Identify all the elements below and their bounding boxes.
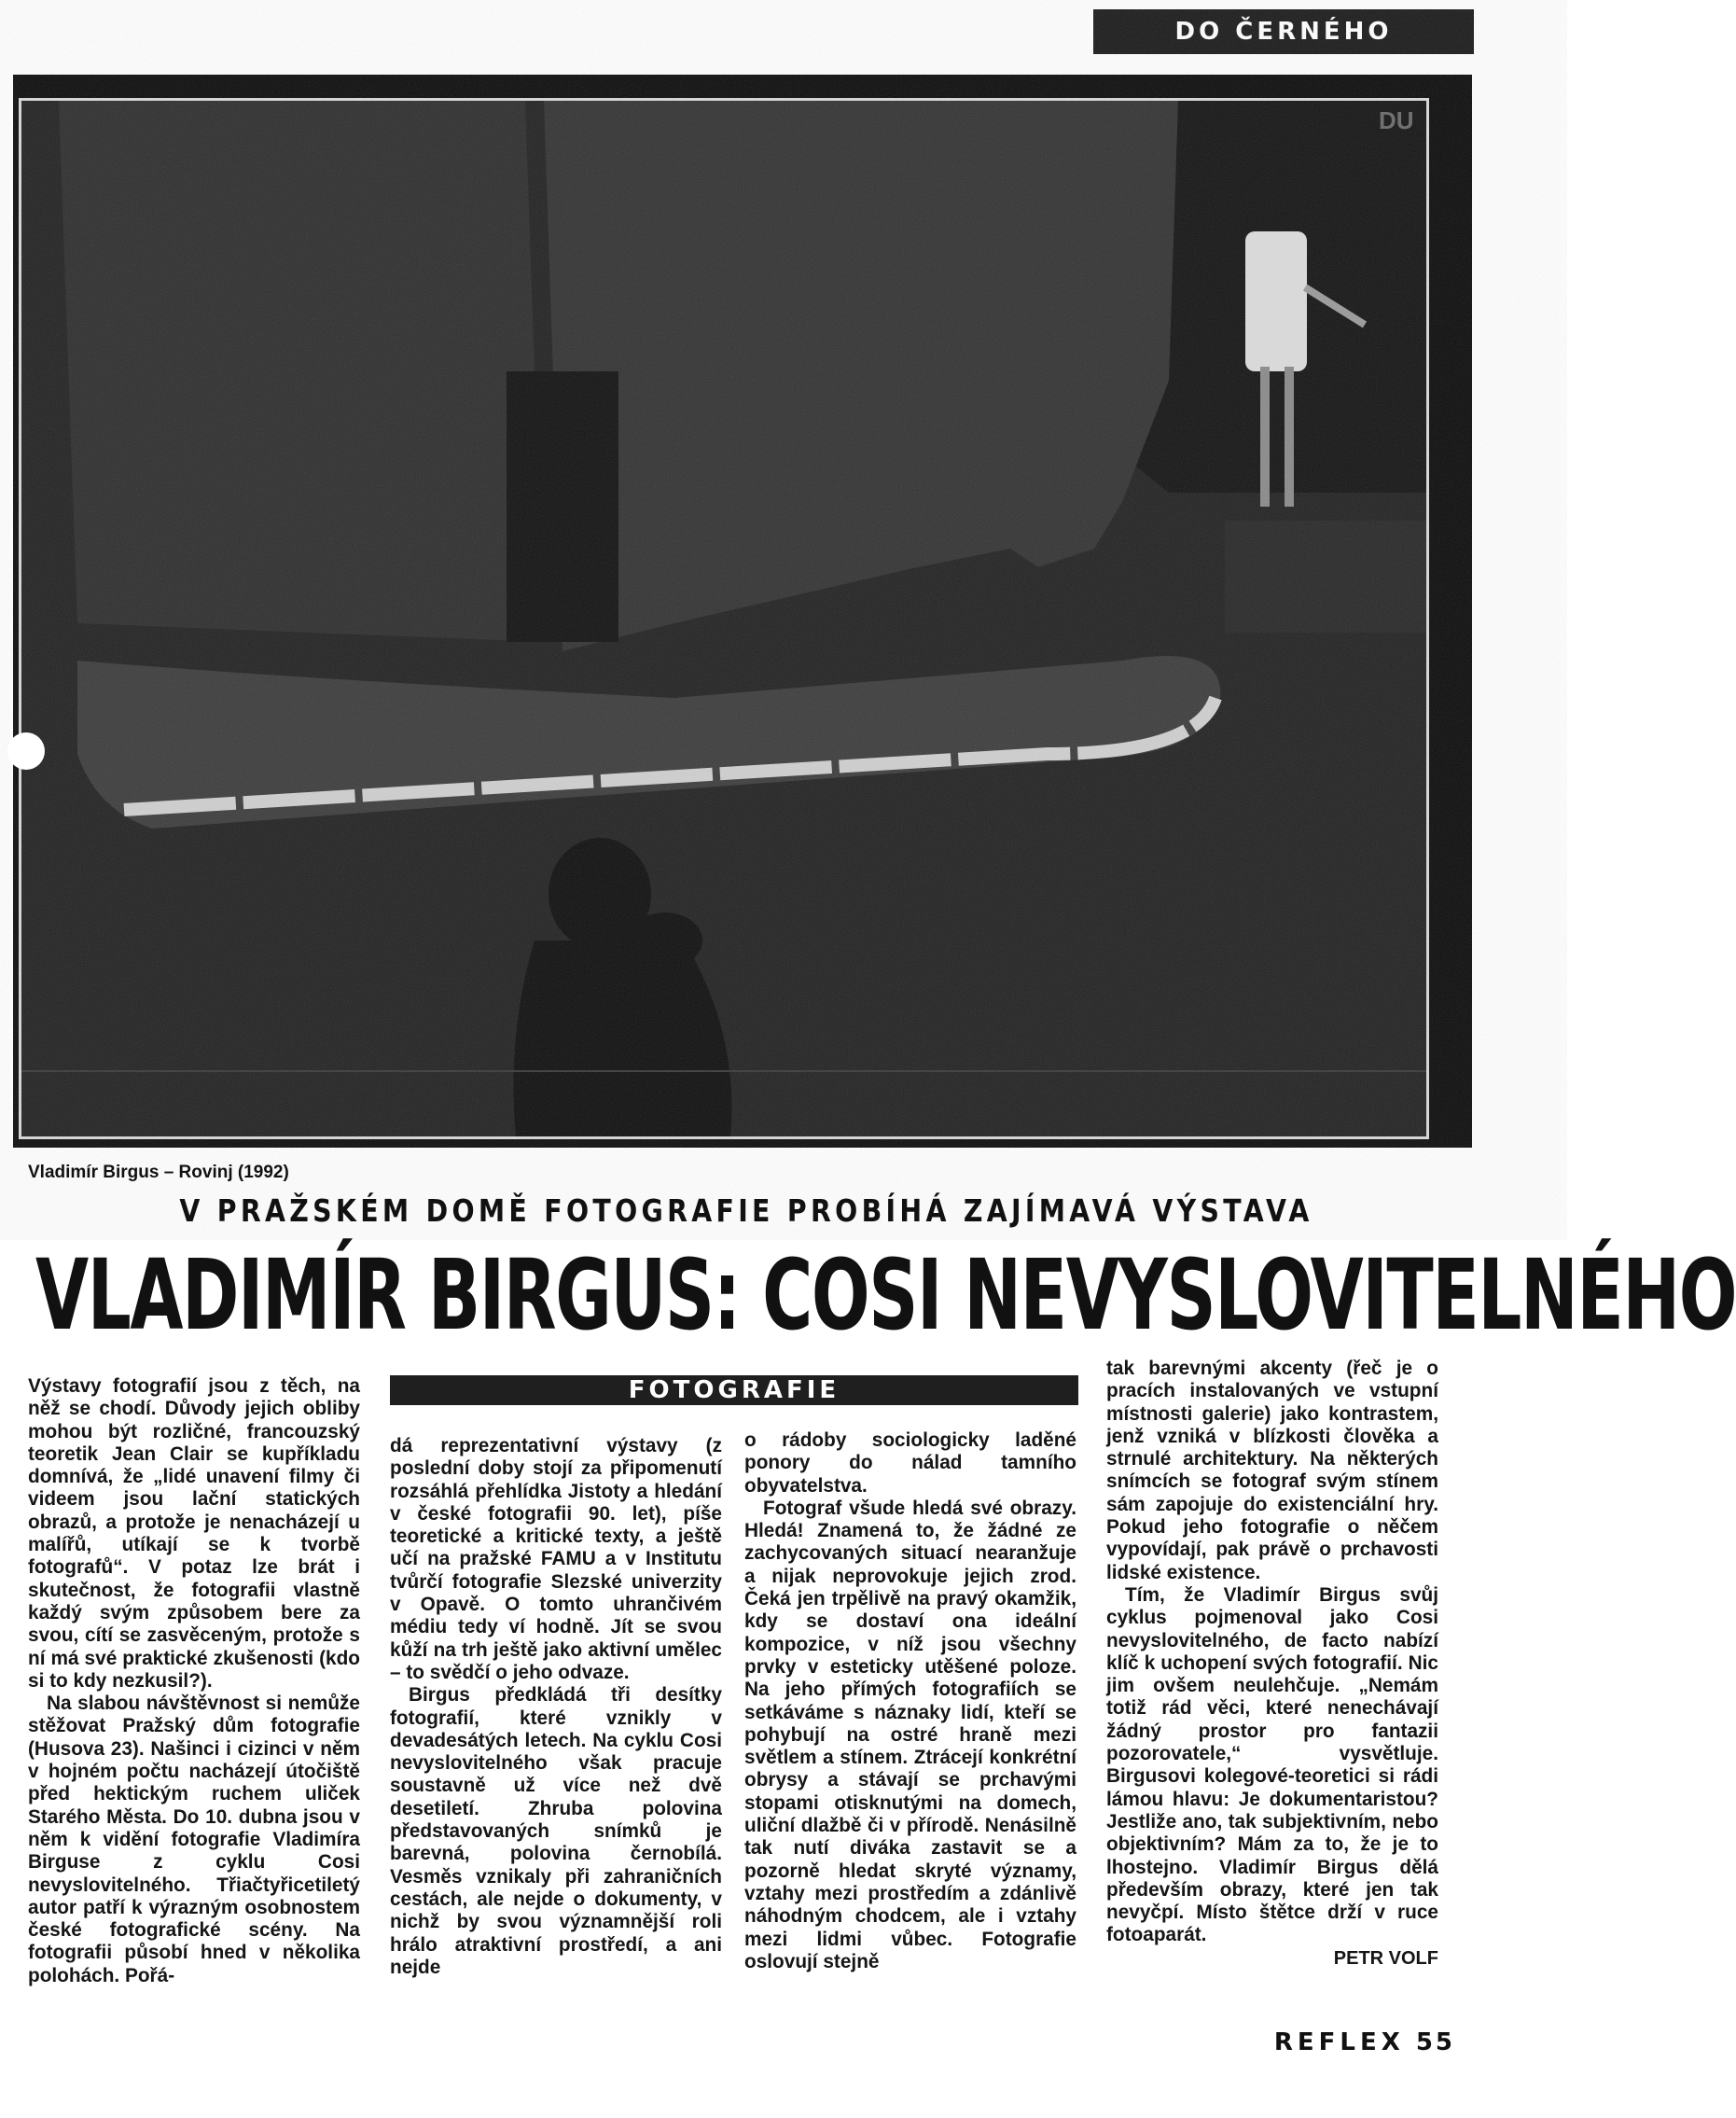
article-photo	[19, 98, 1429, 1139]
photo-scene	[21, 101, 1426, 1136]
kicker: V PRAŽSKÉM DOMĚ FOTOGRAFIE PROBÍHÁ ZAJÍMAVÁ VÝSTAVA	[179, 1192, 1313, 1229]
author-signature: PETR VOLF	[1333, 1947, 1438, 1969]
page-folio	[1274, 2028, 1455, 2056]
section-tag: DO ČERNÉHO	[1093, 9, 1474, 54]
headline: VLADIMÍR BIRGUS: COSI NEVYSLOVITELNÉHO	[35, 1238, 1736, 1352]
page-number: 55	[1415, 2028, 1455, 2056]
paragraph: o rádoby sociologicky laděné ponory do nálad tamního obyvatelstva.	[744, 1429, 1076, 1497]
article-column-3	[744, 1429, 1076, 1973]
paragraph: tak barevnými akcenty (řeč je o pracích instalovaných ve vstupní místnosti galerie) jako kontrastem, jenž vzniká v blízkosti člověka a strnulé architektury. Na některých snímcích se fotograf svým stínem sám zapojuje do existenciální hry. Pokud jeho fotografie o něčem vypovídají, pak právě o prchavosti lidské existence.	[1106, 1358, 1438, 1583]
photo-caption: Vladimír Birgus – Rovinj (1992)	[28, 1163, 289, 1182]
photo-grain	[21, 101, 1426, 1136]
article-column-4	[1106, 1358, 1438, 1970]
article-column-1	[28, 1375, 360, 1987]
article-column-2	[390, 1435, 722, 1979]
punch-hole	[7, 732, 45, 770]
rubric-label: FOTOGRAFIE	[390, 1375, 1078, 1405]
paragraph: dá reprezentativní výstavy (z poslední doby stojí za připomenutí rozsáhlá přehlídka Jistoty a hledání v české fotografii 90. let), píše teoretické a kritické texty, a ještě učí na pražské FAMU a v Institutu tvůrčí fotografie Slezské univerzity v Opavě. O tomto uhrančivém médiu tedy ví hodně. Jít se svou kůží na trh ještě jako aktivní umělec – to svědčí o jeho odvaze.	[390, 1435, 722, 1683]
magazine-name: REFLEX	[1273, 2028, 1405, 2056]
paragraph: Fotograf všude hledá své obrazy. Hledá! Znamená to, že žádné ze zachycovaných situací nearanžuje a nijak neprovokuje jejich zrod. Čeká jen trpělivě na pravý okamžik, kdy se dostaví ona ideální kompozice, v níž jsou všechny prvky v esteticky utěšené poloze. Na jeho přímých fotografiích se setkáváme s náznaky lidí, kteří se pohybují na ostré hraně mezi světlem a stínem. Ztrácejí konkrétní obrysy a stávají se prchavými stopami otisknutými na domech, uliční dlažbě či v přírodě. Nenásilně tak nutí diváka zastavit se a pozorně hledat skryté významy, vztahy mezi prostředím a zdánlivě náhodným chodcem, ale i vztahy mezi lidmi vůbec. Fotografie oslovují stejně	[744, 1497, 1076, 1972]
paragraph: Birgus předkládá tři desítky fotografií, které vznikly v devadesátých letech. Na cyklu Cosi nevyslovitelného však pracuje soustavně už více než dvě desetiletí. Zhruba polovina představovaných snímků je barevná, polovina černobílá. Vesměs vznikaly při zahraničních cestách, ale nejde o dokumenty, v nichž by svou významnější roli hrálo atraktivní prostředí, a ani nejde	[390, 1684, 722, 1978]
paragraph: Výstavy fotografií jsou z těch, na něž se chodí. Důvody jejich obliby mohou být rozličné, francouzský teoretik Jean Clair se kupříkladu domnívá, že „lidé unavení filmy či videem jsou lační statických obrazů, a protože je nenacházejí u malířů, utíkají se k tvorbě fotografů“. V potaz lze brát i skutečnost, že fotografii vlastně každý svým způsobem bere za svou, cítí se zasvěceným, protože s ní má své praktické zkušenosti (kdo si to kdy nezkusil?).	[28, 1375, 360, 1692]
paragraph: Tím, že Vladimír Birgus svůj cyklus pojmenoval jako Cosi nevyslovitelného, de facto nabízí klíč k uchopení svých fotografií. Nic jim ovšem neulehčuje. „Nemám totiž rád věci, které nenechávají žádný prostor pro fantazii pozorovatele,“ vysvětluje. Birgusovi kolegové-teoretici si rádi lámou hlavu: Je dokumentaristou? Jestliže ano, tak subjektivním, nebo objektivním? Mám za to, že je to lhostejno. Vladimír Birgus dělá především obrazy, které jen tak nevyčpí. Místo štětce drží v ruce fotoaparát.	[1106, 1583, 1438, 1946]
punch-hole	[0, 1311, 28, 1339]
paragraph: Na slabou návštěvnost si nemůže stěžovat Pražský dům fotografie (Husova 23). Našinci i cizinci v něm v hojném počtu nacházejí útočiště před hektickým ruchem uliček Starého Města. Do 10. dubna jsou v něm k vidění fotografie Vladimíra Birguse z cyklu Cosi nevyslovitelného. Třiačtyřicetiletý autor patří k výrazným osobnostem české fotografické scény. Na fotografii působí hned v několika polohách. Pořá-	[28, 1693, 360, 1986]
